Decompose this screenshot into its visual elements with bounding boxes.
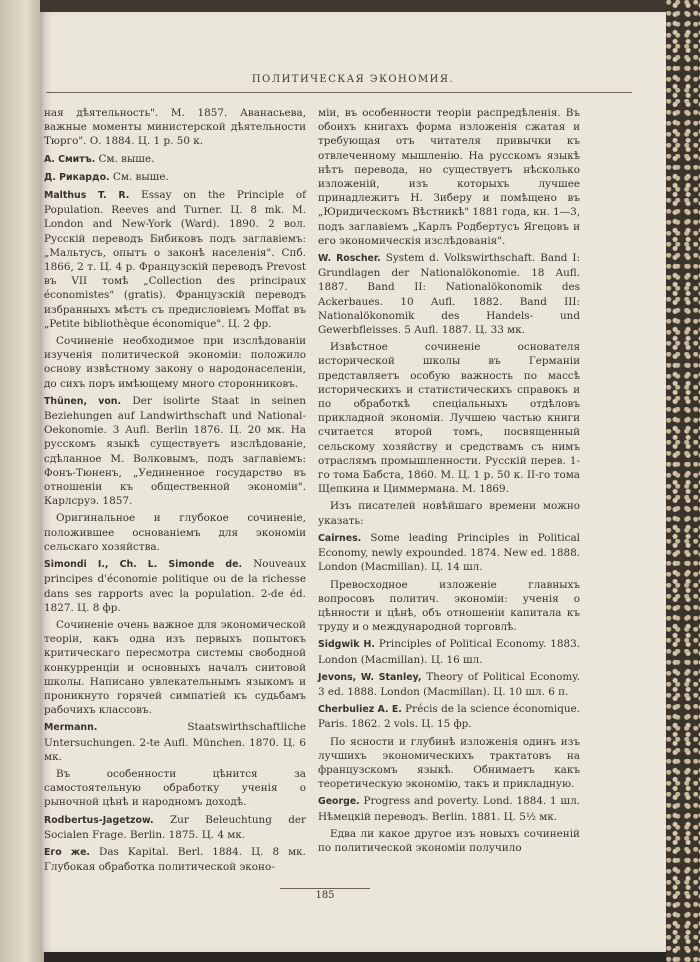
- bibliography-entry: [318, 578, 580, 635]
- bibliography-entry: [318, 735, 580, 792]
- bibliography-entry: [44, 106, 306, 149]
- entry-text: Some leading Principles in Political Economy, newly expounded. 1874. New ed. 1888. London (Macmillan). Ц. 14 шл.: [318, 531, 580, 574]
- entry-author: Jevons, W. Stanley,: [318, 671, 422, 683]
- margin-fragment: [0, 382, 40, 396]
- bibliography-entry: [318, 499, 580, 527]
- bibliography-entry: [44, 720, 306, 764]
- margin-fragment: [0, 405, 40, 419]
- entry-author: Malthus T. R.: [44, 190, 130, 202]
- entry-author: George.: [318, 796, 360, 808]
- entry-text: Оригинальное и глубокое сочиненіе, положившее основаніемъ для экономіи сельскаго хозяйства.: [44, 512, 306, 553]
- margin-fragment: [0, 175, 40, 189]
- entry-text: Das Kapital. Berl. 1884. Ц. 8 мк. Глубокая обработка политической эконо-: [44, 845, 306, 874]
- entry-text: ная дѣятельность". М. 1857. Аванасьева, важные моменты министерской дѣятельности Тюрго". О. 1884. Ц. 1 р. 50 к.: [44, 107, 306, 148]
- entry-text: Staatswirthschaftliche Untersuchungen. 2-te Aufl. München. 1870. Ц. 6 мк.: [44, 721, 306, 763]
- entry-author: Sidgwik H.: [318, 639, 375, 651]
- entry-author: Cairnes.: [318, 532, 362, 544]
- bibliography-entry: [318, 794, 580, 823]
- entry-text: См. выше.: [98, 152, 155, 165]
- bibliography-entry: [318, 106, 580, 248]
- margin-fragment: [0, 60, 40, 74]
- margin-fragment: [0, 83, 40, 97]
- bibliography-entry: [318, 827, 580, 855]
- margin-fragment: [0, 819, 40, 833]
- margin-fragment: [0, 566, 40, 580]
- page-top-edge: [40, 0, 666, 12]
- right-column: [318, 106, 580, 858]
- bibliography-entry: [44, 767, 306, 810]
- left-column: [44, 106, 306, 877]
- entry-author: Его же.: [44, 846, 90, 858]
- bibliography-entry: [44, 845, 306, 874]
- margin-fragment: [0, 842, 40, 856]
- entry-text: Изъ писателей новѣйшаго времени можно указать:: [318, 500, 580, 527]
- bibliography-entry: [318, 670, 580, 699]
- entry-text: Essay on the Principle of Population. Reeves and Turner. Ц. 8 mk. M. London and New-York (Ward). 1890. 2 вол. Русскій переводъ Бибиковъ подъ заглавіемъ: „Мальтусъ, опытъ о законѣ населенія". Спб. 1866, 2 т. Ц. 4 р. Французскій переводъ Prevost въ VII томѣ „Collection des principaux économistes" (gratis). Французскій переводъ избранныхъ мѣстъ съ предисловіемъ Moffat въ „Petite bibliothèque économique". Ц. 2 фр.: [44, 189, 306, 330]
- margin-fragment: [0, 359, 40, 373]
- margin-fragment: [0, 198, 40, 212]
- running-head: ПОЛИТИЧЕСКАЯ ЭКОНОМИЯ.: [251, 74, 455, 85]
- entry-text: Сочиненіе необходимое при изслѣдованіи изученія политической экономіи: положило основу извѣстному закону о народонаселеніи, до сихъ поръ имѣющему много сторонниковъ.: [44, 335, 306, 390]
- entry-text: Nouveaux principes d'économie politique ou de la richesse dans ses rapports avec la population. 2-de éd. 1827. Ц. 8 фр.: [44, 558, 306, 614]
- margin-fragment: [0, 221, 40, 235]
- margin-fragment: [0, 543, 40, 557]
- entry-text: Едва ли какое другое изъ новыхъ сочиненій по политической экономіи получило: [318, 827, 580, 854]
- margin-fragment: [0, 589, 40, 603]
- margin-fragment: [0, 520, 40, 534]
- margin-fragment: [0, 773, 40, 787]
- bibliography-entry: [44, 334, 306, 391]
- bibliography-entry: [44, 188, 306, 331]
- margin-fragment: [0, 750, 40, 764]
- entry-author: Cherbuliez A. E.: [318, 704, 402, 716]
- left-page-margin: [0, 0, 40, 962]
- entry-text: Сочиненіе очень важное для экономической теоріи, какъ одна изъ первыхъ попытокъ критическаго пересмотра системы свободной конкурренціи и основныхъ началъ сиитовой школы. Написано увлекательнымъ языкомъ и проникнуто горячей симпатіей къ судьбамъ рабочихъ классовъ.: [44, 618, 306, 717]
- bibliography-entry: [318, 531, 580, 575]
- entry-text: міи, въ особенности теоріи распредѣленія. Въ обоихъ книгахъ форма изложенія сжатая и требующая отъ читателя привычки къ отвлеченному мышленію. На русскомъ языкѣ нѣтъ перевода, но существуетъ нѣсколько изложеній, изъ которыхъ лучшее принадлежитъ Н. Зиберу и помѣщено въ „Юридическомъ Вѣстникѣ" 1881 года, кн. 1—3, подъ заглавіемъ „Карлъ Родбертусъ Ягецовъ и его экономическія изслѣдованія".: [318, 107, 581, 247]
- margin-fragment: [0, 658, 40, 672]
- entry-text: См. выше.: [112, 170, 169, 183]
- entry-text: Въ особенности цѣнится за самостоятельную обработку ученія о рыночной цѣнѣ и народномъ доходѣ.: [44, 767, 306, 809]
- bibliography-entry: [44, 618, 306, 717]
- header-rule: [46, 92, 632, 93]
- margin-fragment: [0, 267, 40, 281]
- entry-text: System d. Volkswirthschaft. Band I: Grundlagen der Nationalökonomie. 18 Aufl. 1887. Band II: Nationalökonomik des Ackerbaues. 10 Aufl. 1882. Band III: Nationalökonomik des Handels- und Gewerbfleisses. 5 Aufl. 1887. Ц. 33 мк.: [318, 252, 580, 337]
- entry-text: Превосходное изложеніе главныхъ вопросовъ политич. экономіи: ученія о цѣнности и цѣнѣ, объ отношеніи капитала къ труду и о международной торговлѣ.: [318, 578, 580, 634]
- margin-fragment: [0, 152, 40, 166]
- bibliography-entry: [318, 340, 580, 496]
- entry-author: Д. Рикардо.: [44, 171, 110, 183]
- entry-author: Rodbertus-Jagetzow.: [44, 814, 154, 826]
- margin-fragment: [0, 681, 40, 695]
- bibliography-entry: [44, 152, 306, 167]
- entry-author: Thünen, von.: [44, 395, 122, 407]
- bibliography-entry: [318, 702, 580, 731]
- bibliography-entry: [318, 637, 580, 666]
- margin-fragment: [0, 635, 40, 649]
- margin-fragment: [0, 796, 40, 810]
- entry-author: W. Roscher.: [318, 253, 381, 265]
- margin-fragment: [0, 704, 40, 718]
- margin-fragment: [0, 244, 40, 258]
- margin-fragment: [0, 290, 40, 304]
- entry-text: По ясности и глубинѣ изложенія одинъ изъ лучшихъ экономическихъ трактатовъ на французскомъ языкѣ. Обнимаетъ какъ теоретическую экономію, такъ и прикладную.: [318, 735, 580, 791]
- bibliography-entry: [44, 394, 306, 509]
- book-page: [40, 12, 666, 952]
- entry-text: Principles of Political Economy. 1883. London (Macmillan). Ц. 16 шл.: [318, 638, 580, 666]
- entry-text: Progress and poverty. Lond. 1884. 1 шл. Нѣмецкій переводъ. Berlin. 1881. Ц. 5½ мк.: [318, 795, 580, 823]
- bibliography-entry: [44, 511, 306, 554]
- margin-fragment: [0, 313, 40, 327]
- bibliography-entry: [44, 170, 306, 185]
- margin-fragment: [0, 451, 40, 465]
- margin-fragment: [0, 336, 40, 350]
- margin-fragment: [0, 474, 40, 488]
- entry-text: Précis de la science économique. Paris. 1862. 2 vols. Ц. 15 фр.: [318, 703, 580, 731]
- footer-rule: [280, 888, 370, 889]
- entry-text: Zur Beleuchtung der Socialen Frage. Berlin. 1875. Ц. 4 мк.: [44, 813, 306, 841]
- bibliography-entry: [318, 251, 580, 337]
- margin-fragment: [0, 428, 40, 442]
- bibliography-entry: [44, 557, 306, 615]
- margin-fragment: [0, 727, 40, 741]
- entry-text: Der isolirte Staat in seinen Beziehungen auf Landwirthschaft und National-Oekonomie. 3 Aufl. Berlin 1876. Ц. 20 мк. На русскомъ языкѣ существуетъ изслѣдованіе, сдѣланное М. Волковымъ, подъ заглавіемъ: Фонъ-Тюненъ, „Уединенное государство въ отношеніи къ общественной экономіи". Карлсруэ. 1857.: [44, 394, 306, 508]
- margin-fragment: [0, 129, 40, 143]
- entry-text: Theory of Political Economy. 3 ed. 1888. London (Macmillan). Ц. 10 шл. 6 п.: [318, 670, 580, 698]
- margin-fragment: [0, 612, 40, 626]
- entry-author: Simondi I., Ch. L. Simonde de.: [44, 559, 243, 571]
- page-number: 185: [315, 890, 335, 901]
- margin-fragment: [0, 865, 40, 879]
- entry-text: Извѣстное сочиненіе основателя исторической школы въ Германіи представляетъ особую важность по массѣ историческихъ и статистическихъ справокъ и по обработкѣ спеціальныхъ отдѣловъ прикладной экономіи. Лучшею частью книги считается второй томъ, посвященный сельскому хозяйству и средствамъ съ нимъ отраслямъ промышленности. Русскій перев. 1-го тома Бабста, 1860. М. Ц. 1 р. 50 к. II-го тома Щепкина и Циммермана. М. 1869.: [318, 341, 580, 496]
- margin-fragment: [0, 106, 40, 120]
- marbled-cover-edge: [666, 0, 700, 962]
- margin-fragment: [0, 497, 40, 511]
- entry-author: А. Смитъ.: [44, 153, 96, 165]
- entry-author: Mermann.: [44, 722, 98, 734]
- bibliography-entry: [44, 813, 306, 842]
